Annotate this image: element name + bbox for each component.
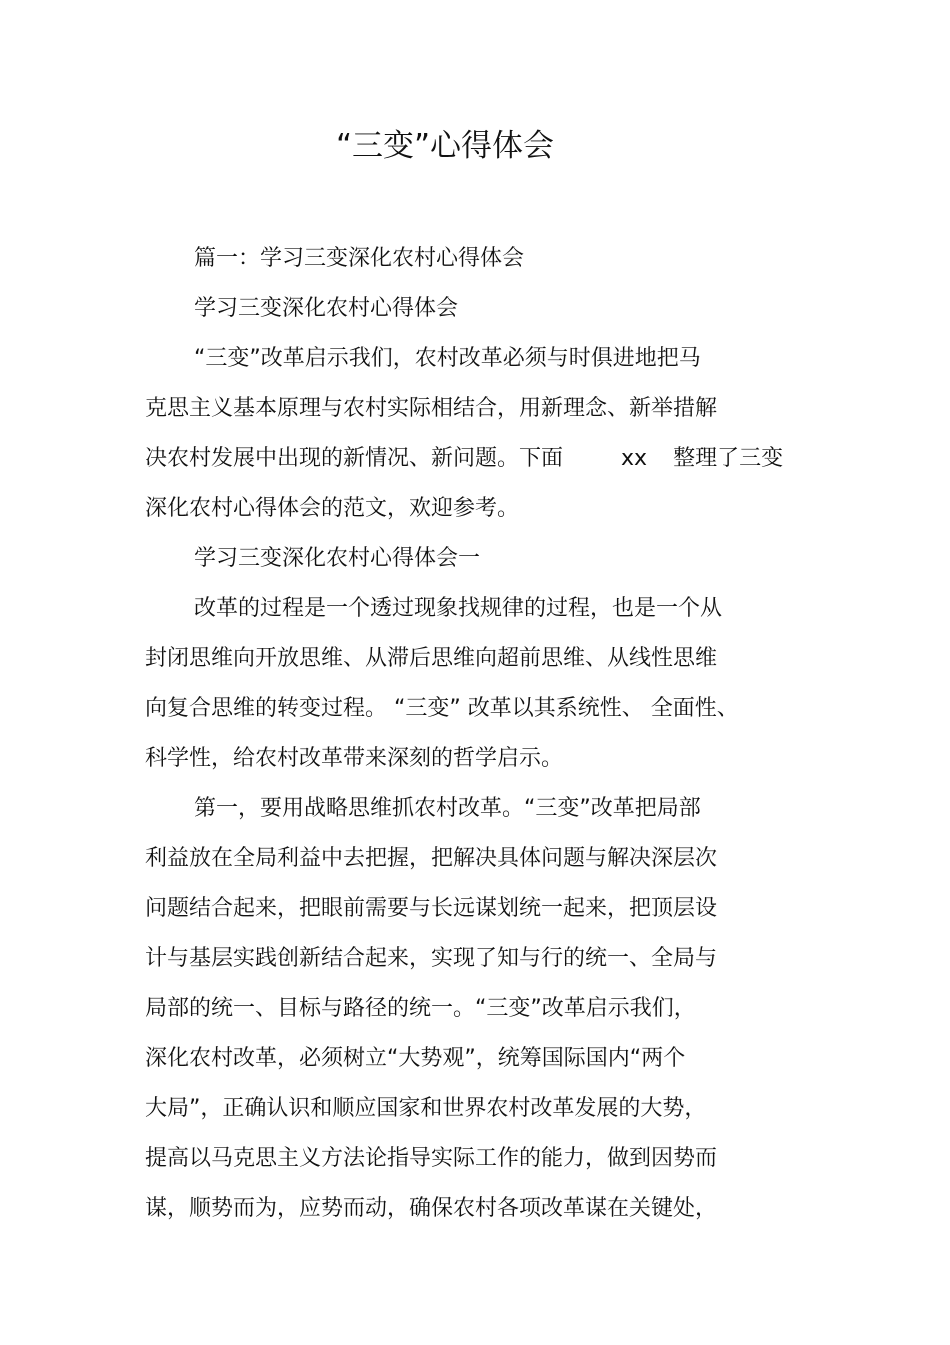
paragraph-line: 谋，顺势而为，应势而动，确保农村各项改革谋在关键处， [145,1196,718,1221]
paragraph-line: 深化农村改革，必须树立“大势观”，统筹国际国内“两个 [145,1046,686,1071]
paragraph-line: 改革的过程是一个透过现象找规律的过程，也是一个从 [194,596,723,621]
paragraph-line [145,444,783,474]
paragraph-line: 提高以马克思主义方法论指导实际工作的能力，做到因势而 [145,1146,718,1171]
paragraph-line: 第一，要用战略思维抓农村改革。“三变”改革把局部 [194,796,701,821]
paragraph-line: 向复合思维的转变过程。 “三变” 改革以其系统性、 全面性、 [145,696,739,721]
paragraph-line: 科学性，给农村改革带来深刻的哲学启示。 [145,746,564,771]
paragraph-line: 问题结合起来，把眼前需要与长远谋划统一起来，把顶层设 [145,896,718,921]
subheading: 学习三变深化农村心得体会一 [194,546,481,571]
paragraph-line: 计与基层实践创新结合起来，实现了知与行的统一、全局与 [145,946,718,971]
paragraph-text: 决农村发展中出现的新情况、新问题。下面 [145,446,564,471]
paragraph-line: 克思主义基本原理与农村实际相结合，用新理念、新举措解 [145,396,718,421]
paragraph-line: “三变”改革启示我们，农村改革必须与时俱进地把马 [194,346,701,371]
paragraph-text: 整理了三变 [673,446,784,471]
section-heading: 篇一：学习三变深化农村心得体会 [194,246,525,271]
paragraph-line: 封闭思维向开放思维、从滞后思维向超前思维、从线性思维 [145,646,718,671]
paragraph-line: 大局”，正确认识和顺应国家和世界农村改革发展的大势， [145,1096,707,1121]
paragraph-line: 局部的统一、目标与路径的统一。“三变”改革启示我们， [145,996,696,1021]
paragraph-line: 利益放在全局利益中去把握，把解决具体问题与解决深层次 [145,846,718,871]
author-placeholder: xx [621,446,648,471]
subheading: 学习三变深化农村心得体会 [194,296,459,321]
document-title: “三变”心得体会 [335,128,555,164]
paragraph-line: 深化农村心得体会的范文，欢迎参考。 [145,496,520,521]
